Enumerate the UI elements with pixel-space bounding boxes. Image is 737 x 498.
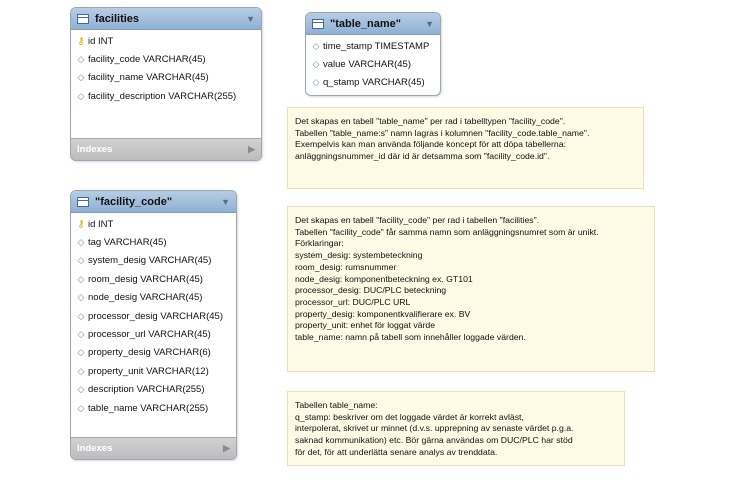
note-line: Tabellen table_name: — [295, 400, 378, 410]
column-label: q_stamp VARCHAR(45) — [323, 77, 425, 89]
note-line: Tabellen "facility_code" får samma namn som anläggningsnumret som är unikt. — [295, 226, 599, 237]
table-name-table[interactable] — [305, 12, 441, 96]
column-label: value VARCHAR(45) — [323, 59, 411, 71]
diamond-icon: ◇ — [77, 72, 85, 83]
triangle-right-icon[interactable]: ▶ — [248, 144, 255, 154]
table-name-table-title: "table_name" — [330, 17, 401, 30]
diamond-icon: ◇ — [77, 365, 85, 376]
column-label: description VARCHAR(255) — [88, 384, 205, 396]
table-name-table-header[interactable] — [306, 13, 440, 35]
column-label: id INT — [88, 35, 114, 47]
diamond-icon: ◇ — [77, 237, 85, 248]
facility-code-indexes-bar[interactable] — [71, 437, 236, 459]
column-label: id INT — [88, 218, 114, 230]
facility-code-table-header[interactable] — [71, 191, 236, 213]
diamond-icon: ◇ — [312, 59, 320, 70]
column-row[interactable] — [71, 215, 236, 233]
indexes-label: Indexes — [77, 144, 113, 155]
column-row[interactable] — [71, 325, 236, 343]
table-icon — [77, 14, 89, 24]
facilities-table-title: facilities — [95, 12, 140, 25]
diamond-icon: ◇ — [77, 347, 85, 358]
column-label: node_desig VARCHAR(45) — [88, 292, 203, 304]
column-label: system_desig VARCHAR(45) — [88, 255, 212, 267]
note-line: system_desig: systembeteckning — [295, 250, 423, 261]
table-icon — [77, 197, 89, 207]
facility-code-table-title: "facility_code" — [95, 195, 173, 208]
note-line: Det skapas en tabell "facility_code" per rad i tabellen "facilities". — [295, 215, 540, 225]
facility-code-columns — [71, 213, 236, 419]
note-line: node_desig: komponentbeteckning ex. GT101 — [295, 273, 473, 284]
column-row[interactable] — [306, 55, 440, 73]
note-facility-code[interactable] — [287, 206, 655, 372]
column-row[interactable] — [71, 289, 236, 307]
column-row[interactable] — [71, 362, 236, 380]
diamond-icon: ◇ — [77, 310, 85, 321]
note-line: Det skapas en tabell "table_name" per rad i tabelltypen "facility_code". — [295, 116, 566, 126]
diamond-icon: ◇ — [77, 273, 85, 284]
column-label: property_unit VARCHAR(12) — [88, 365, 209, 377]
column-row[interactable] — [71, 32, 261, 50]
note-line: för det, för att underlätta senare analys av trenddata. — [295, 446, 498, 457]
note-table-name[interactable] — [287, 107, 644, 189]
note-line: saknad kommunikation) etc. Bör gärna användas om DUC/PLC har stöd — [295, 435, 573, 446]
key-icon: ⚷ — [77, 218, 85, 230]
note-line: processor_url: DUC/PLC URL — [295, 296, 411, 307]
note-line: Förklaringar: — [295, 238, 344, 249]
column-label: facility_code VARCHAR(45) — [88, 54, 206, 66]
column-row[interactable] — [71, 69, 261, 87]
column-label: tag VARCHAR(45) — [88, 237, 167, 249]
diamond-icon: ◇ — [77, 54, 85, 65]
table-name-columns — [306, 35, 440, 94]
diamond-icon: ◇ — [77, 329, 85, 340]
note-line: property_unit: enhet för loggat värde — [295, 320, 436, 331]
note-line: Tabellen "table_name:s" namn lagras i kolumnen "facility_code.table_name". — [295, 127, 590, 138]
column-row[interactable] — [71, 307, 236, 325]
facilities-table-header[interactable] — [71, 8, 261, 30]
facilities-columns — [71, 30, 261, 108]
facilities-indexes-bar[interactable] — [71, 138, 261, 160]
note-line: room_desig: rumsnummer — [295, 261, 397, 272]
chevron-down-icon[interactable]: ▼ — [221, 196, 230, 207]
diamond-icon: ◇ — [312, 40, 320, 51]
note-line: processor_desig: DUC/PLC beteckning — [295, 285, 447, 296]
diamond-icon: ◇ — [77, 402, 85, 413]
diamond-icon: ◇ — [77, 292, 85, 303]
note-line: anläggningsnummer_id där id är detsamma som "facility_code.id". — [295, 151, 550, 162]
note-line: q_stamp: beskriver om det loggade värdet är korrekt avläst, — [295, 411, 524, 422]
column-label: room_desig VARCHAR(45) — [88, 273, 203, 285]
column-label: processor_desig VARCHAR(45) — [88, 310, 223, 322]
note-line: interpolerat, skrivet ur minnet (d.v.s. upprepning av senaste värdet p.g.a. — [295, 423, 574, 434]
note-line: Exempelvis kan man använda följande koncept för att döpa tabellerna: — [295, 139, 566, 150]
diamond-icon: ◇ — [77, 255, 85, 266]
column-row[interactable] — [71, 87, 261, 105]
facilities-table[interactable] — [70, 7, 262, 161]
diamond-icon: ◇ — [77, 90, 85, 101]
note-line: table_name: namn på tabell som innehåller loggade värden. — [295, 332, 526, 343]
indexes-label: Indexes — [77, 443, 113, 454]
column-row[interactable] — [306, 37, 440, 55]
column-label: time_stamp TIMESTAMP — [323, 40, 430, 52]
diamond-icon: ◇ — [312, 77, 320, 88]
table-icon — [312, 19, 324, 29]
column-label: property_desig VARCHAR(6) — [88, 347, 211, 359]
column-row[interactable] — [71, 50, 261, 68]
chevron-down-icon[interactable]: ▼ — [246, 13, 255, 24]
column-row[interactable] — [71, 252, 236, 270]
column-row[interactable] — [71, 233, 236, 251]
column-row[interactable] — [71, 381, 236, 399]
column-label: facility_description VARCHAR(255) — [88, 90, 237, 102]
column-row[interactable] — [71, 270, 236, 288]
column-label: facility_name VARCHAR(45) — [88, 72, 209, 84]
column-label: table_name VARCHAR(255) — [88, 402, 209, 414]
note-line: property_desig: komponentkvalifierare ex. BV — [295, 308, 471, 319]
column-row[interactable] — [71, 399, 236, 417]
triangle-right-icon[interactable]: ▶ — [223, 443, 230, 453]
column-label: processor_url VARCHAR(45) — [88, 329, 211, 341]
chevron-down-icon[interactable]: ▼ — [425, 18, 434, 29]
column-row[interactable] — [306, 74, 440, 92]
note-q-stamp[interactable] — [287, 391, 625, 466]
diamond-icon: ◇ — [77, 384, 85, 395]
column-row[interactable] — [71, 344, 236, 362]
facility-code-table[interactable] — [70, 190, 237, 460]
key-icon: ⚷ — [77, 35, 85, 47]
